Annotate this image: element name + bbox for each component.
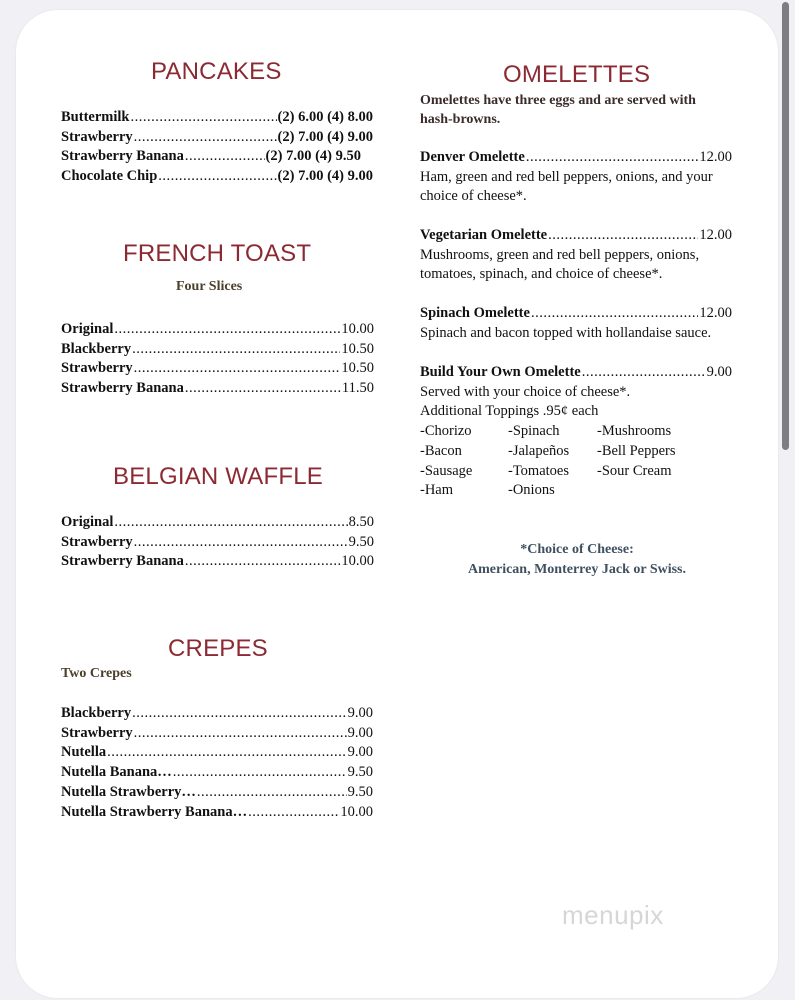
- item-price: 10.00: [341, 553, 374, 570]
- topping: -Mushrooms: [597, 423, 672, 440]
- item-price: 9.50: [347, 764, 373, 781]
- leader-dots: [185, 552, 341, 572]
- item-name: Chocolate Chip: [61, 168, 158, 185]
- menu-item: [61, 128, 373, 148]
- item-price: 9.00: [706, 364, 732, 380]
- topping: -Jalapeños: [508, 442, 570, 459]
- cheese-note-title: *Choice of Cheese:: [520, 542, 634, 557]
- item-price: 9.50: [348, 533, 374, 550]
- item-name: Vegetarian Omelette: [420, 227, 548, 243]
- item-name: Strawberry Banana: [61, 380, 184, 397]
- belgian-waffle-heading: BELGIAN WAFFLE: [113, 463, 323, 490]
- menu-item: [420, 148, 732, 168]
- menu-item: [420, 304, 732, 324]
- topping: -Sausage: [420, 462, 473, 479]
- leader-dots: [185, 147, 265, 167]
- menu-item: [420, 363, 732, 383]
- cheese-note-options: American, Monterrey Jack or Swiss.: [468, 562, 686, 577]
- pancakes-heading: PANCAKES: [151, 58, 282, 85]
- item-name: Strawberry: [61, 128, 133, 145]
- menu-item: [61, 533, 374, 553]
- item-price: 12.00: [699, 305, 732, 321]
- menupix-watermark: menupix: [562, 900, 664, 930]
- item-name: Original: [61, 514, 114, 530]
- item-name: Buttermilk: [61, 109, 130, 125]
- topping: -Ham: [420, 482, 454, 499]
- menu-item: [61, 803, 373, 823]
- menu-item: [61, 783, 373, 803]
- topping: -Spinach: [508, 423, 560, 440]
- leader-dots: [114, 513, 347, 533]
- leader-dots: [130, 108, 276, 128]
- item-price: (2) 7.00 (4) 9.00: [277, 128, 373, 145]
- omelette-item-build-your-own: [420, 363, 732, 501]
- omelette-item-spinach: [420, 304, 732, 343]
- item-price: (2) 7.00 (4) 9.50: [265, 148, 361, 165]
- leader-dots: [548, 226, 698, 246]
- omelette-item-denver: [420, 148, 732, 207]
- topping: -Bell Peppers: [597, 442, 676, 459]
- item-price: 10.00: [341, 321, 374, 337]
- leader-dots: [107, 743, 347, 763]
- item-price: 9.50: [347, 783, 373, 800]
- leader-dots: [134, 128, 277, 148]
- topping: -Chorizo: [420, 423, 472, 440]
- item-name: Spinach Omelette: [420, 305, 530, 321]
- item-name: Strawberry Banana: [61, 553, 184, 570]
- leader-dots: [132, 340, 340, 360]
- menu-item: [61, 340, 374, 360]
- leader-dots: [173, 763, 347, 783]
- menu-item: [61, 743, 373, 763]
- menu-item: [61, 552, 374, 572]
- menu-item: [61, 724, 373, 744]
- item-name: Nutella Banana…: [61, 764, 172, 781]
- crepes-subtitle: Two Crepes: [61, 666, 132, 681]
- french-toast-heading: FRENCH TOAST: [123, 240, 312, 267]
- item-price: 10.50: [341, 340, 374, 357]
- crepes-heading: CREPES: [168, 635, 268, 662]
- leader-dots: [134, 724, 347, 744]
- leader-dots: [158, 167, 276, 187]
- item-name: Nutella: [61, 744, 107, 761]
- omelette-item-vegetarian: [420, 226, 732, 285]
- leader-dots: [185, 379, 341, 399]
- item-price: 9.00: [347, 744, 373, 761]
- menu-item: [61, 704, 373, 724]
- cheese-choice-note: [417, 540, 737, 580]
- topping: [597, 481, 697, 501]
- crepes-list: [61, 704, 373, 822]
- item-name: Build Your Own Omelette: [420, 364, 581, 380]
- omelettes-intro: Omelettes have three eggs and are served with hash-browns.: [420, 93, 696, 127]
- item-price: 10.50: [341, 360, 374, 377]
- belgian-waffle-list: [61, 513, 374, 572]
- toppings-list: [420, 422, 732, 501]
- item-name: Nutella Strawberry Banana…: [61, 803, 248, 820]
- item-price: 9.00: [347, 724, 373, 741]
- pancakes-list: [61, 108, 373, 187]
- leader-dots: [114, 320, 340, 340]
- menu-item: [61, 320, 374, 340]
- toppings-note: Additional Toppings .95¢ each: [420, 403, 599, 420]
- item-price: 9.00: [347, 705, 373, 721]
- item-description: Spinach and bacon topped with hollandaise sauce.: [420, 324, 712, 341]
- menu-item: [61, 379, 374, 399]
- menu-item: [61, 763, 373, 783]
- item-name: Blackberry: [61, 705, 132, 721]
- item-description: Mushrooms, green and red bell peppers, onions, tomatoes, spinach, and choice of cheese*.: [420, 246, 700, 283]
- item-price: 11.50: [341, 380, 374, 397]
- item-name: Strawberry Banana: [61, 148, 184, 165]
- leader-dots: [531, 304, 698, 324]
- vertical-scrollbar[interactable]: [782, 2, 789, 450]
- item-name: Strawberry: [61, 360, 133, 377]
- leader-dots: [132, 704, 347, 724]
- item-name: Strawberry: [61, 724, 133, 741]
- item-name: Strawberry: [61, 533, 133, 550]
- topping: -Tomatoes: [508, 462, 569, 479]
- topping: -Sour Cream: [597, 462, 672, 479]
- leader-dots: [248, 803, 339, 823]
- item-name: Blackberry: [61, 340, 132, 357]
- topping: -Onions: [508, 482, 555, 499]
- topping: -Bacon: [420, 442, 462, 459]
- item-price: 12.00: [699, 149, 732, 165]
- item-name: Denver Omelette: [420, 149, 525, 165]
- item-description: Ham, green and red bell peppers, onions, and your choice of cheese*.: [420, 168, 713, 205]
- menu-item: [61, 513, 374, 533]
- french-toast-list: [61, 320, 374, 399]
- item-price: 10.00: [340, 803, 373, 820]
- french-toast-subtitle: Four Slices: [176, 279, 243, 294]
- item-price: (2) 6.00 (4) 8.00: [277, 109, 373, 125]
- item-name: Original: [61, 321, 114, 337]
- leader-dots: [582, 363, 706, 383]
- item-name: Nutella Strawberry…: [61, 783, 196, 800]
- menu-item: [61, 167, 373, 187]
- menu-item: [61, 147, 361, 167]
- leader-dots: [526, 148, 699, 168]
- item-description: Served with your choice of cheese*.: [420, 383, 631, 400]
- omelettes-heading: OMELETTES: [503, 61, 651, 88]
- menu-item: [61, 108, 373, 128]
- menu-item: [420, 226, 732, 246]
- leader-dots: [134, 359, 341, 379]
- item-price: (2) 7.00 (4) 9.00: [277, 168, 373, 185]
- menu-item: [61, 359, 374, 379]
- item-price: 8.50: [348, 514, 374, 530]
- item-price: 12.00: [699, 227, 732, 243]
- leader-dots: [197, 783, 347, 803]
- leader-dots: [134, 533, 348, 553]
